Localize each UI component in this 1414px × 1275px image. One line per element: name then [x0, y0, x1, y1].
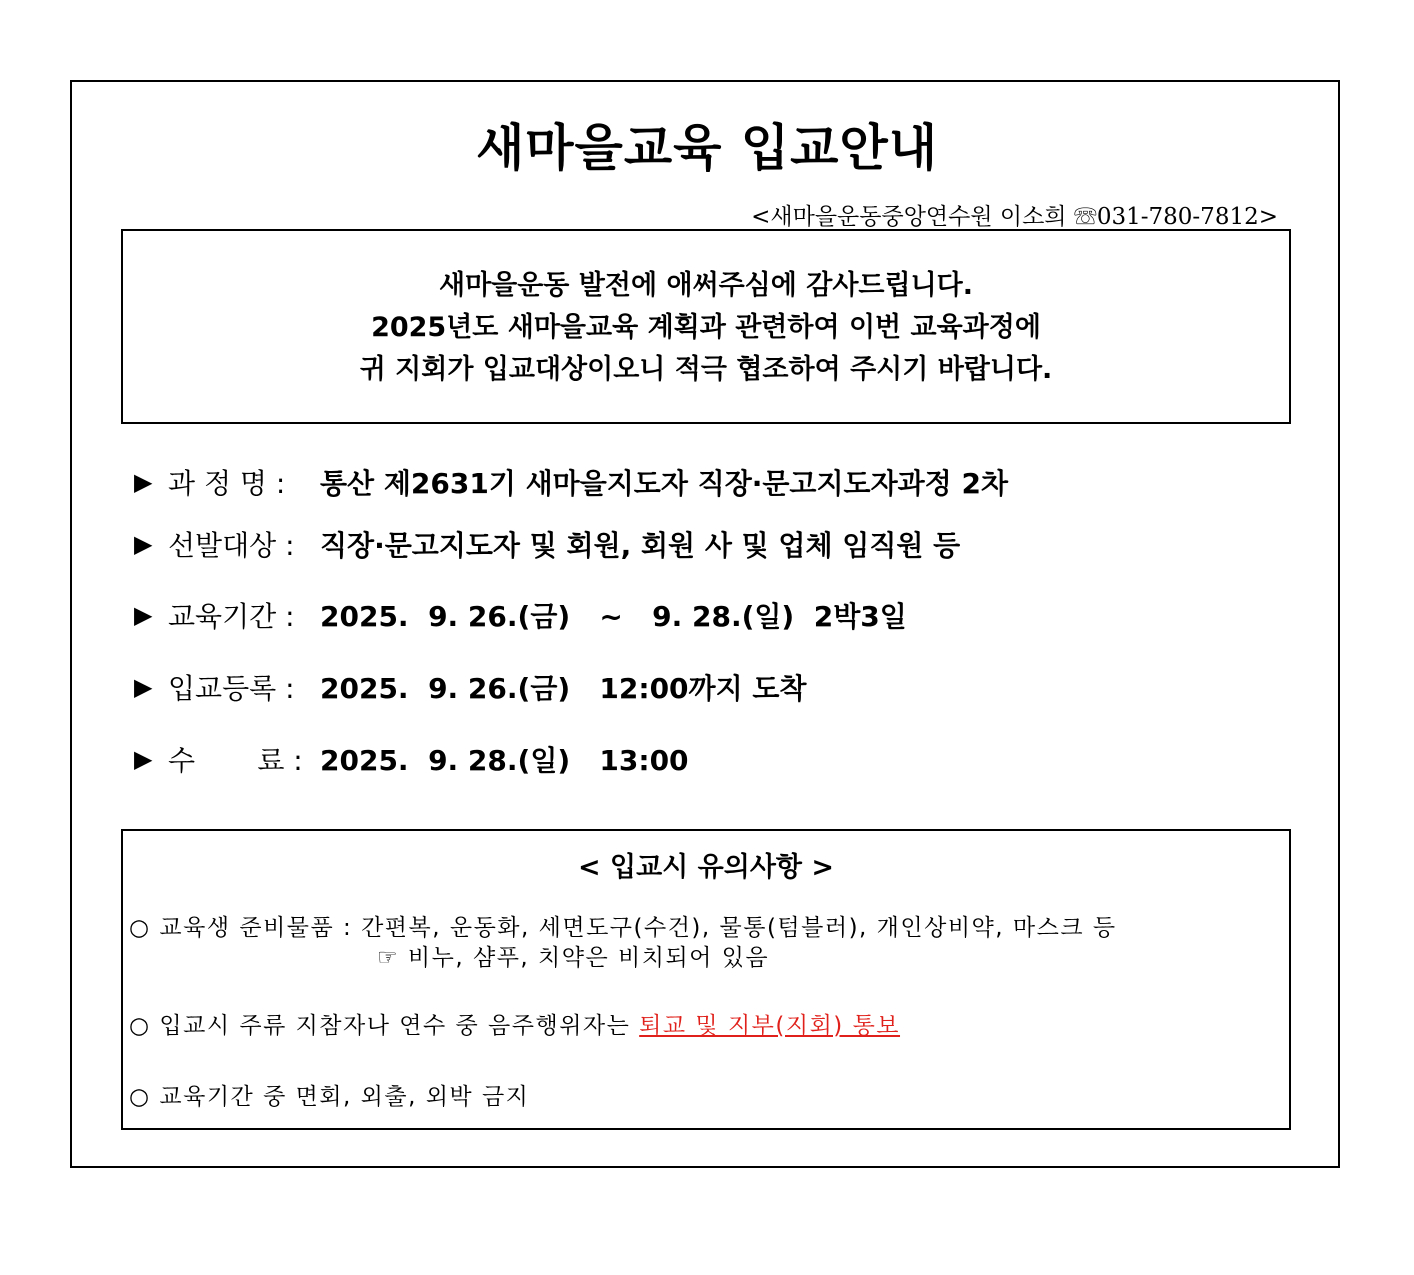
note-item-alcohol: [129, 1007, 900, 1040]
target-value: 직장·문고지도자 및 회원, 회원 사 및 업체 임직원 등: [320, 529, 961, 562]
note-item-supplies: ○ 교육생 준비물품 : 간편복, 운동화, 세면도구(수건), 물통(텀블러), 개인상비약, 마스크 등: [129, 915, 1117, 941]
note-item-supplies-sub: ☞ 비누, 샴푸, 치약은 비치되어 있음: [377, 945, 770, 971]
complete-value: 2025. 9. 28.(일) 13:00: [320, 744, 689, 777]
info-row-register: [134, 665, 807, 709]
course-value: 통산 제2631기 새마을지도자 직장·문고지도자과정 2차: [320, 467, 1009, 500]
arrow-icon: ▶: [134, 673, 153, 701]
complete-label: 수 료 :: [168, 744, 303, 777]
contact-info: <새마을운동중앙연수원 이소희 ☏031-780-7812>: [751, 204, 1278, 230]
notes-box: [121, 829, 1291, 1130]
period-value: 2025. 9. 26.(금) ~ 9. 28.(일) 2박3일: [320, 600, 907, 633]
note-item-visits: ○ 교육기간 중 면회, 외출, 외박 금지: [129, 1084, 530, 1110]
course-label: 과 정 명 :: [168, 467, 286, 500]
arrow-icon: ▶: [134, 745, 153, 773]
info-row-course: [134, 460, 1008, 504]
register-value: 2025. 9. 26.(금) 12:00까지 도착: [320, 672, 807, 705]
target-label: 선발대상 :: [168, 529, 295, 562]
info-row-target: [134, 522, 960, 566]
note-alcohol-warning: 퇴교 및 지부(지회) 통보: [639, 1013, 901, 1039]
greeting-box: [121, 229, 1291, 424]
arrow-icon: ▶: [134, 530, 153, 558]
register-label: 입교등록 :: [168, 672, 295, 705]
arrow-icon: ▶: [134, 468, 153, 496]
arrow-icon: ▶: [134, 601, 153, 629]
notes-title: < 입교시 유의사항 >: [577, 852, 835, 883]
period-label: 교육기간 :: [168, 600, 295, 633]
info-row-complete: [134, 737, 689, 781]
greeting-line-3: 귀 지회가 입교대상이오니 적극 협조하여 주시기 바랍니다.: [359, 354, 1053, 385]
page-title: 새마을교육 입교안내: [475, 119, 939, 177]
greeting-line-2: 2025년도 새마을교육 계획과 관련하여 이번 교육과정에: [371, 312, 1041, 343]
greeting-line-1: 새마을운동 발전에 애써주심에 감사드립니다.: [438, 270, 973, 301]
note-alcohol-text: ○ 입교시 주류 지참자나 연수 중 음주행위자는: [129, 1013, 640, 1039]
info-row-period: [134, 593, 907, 637]
